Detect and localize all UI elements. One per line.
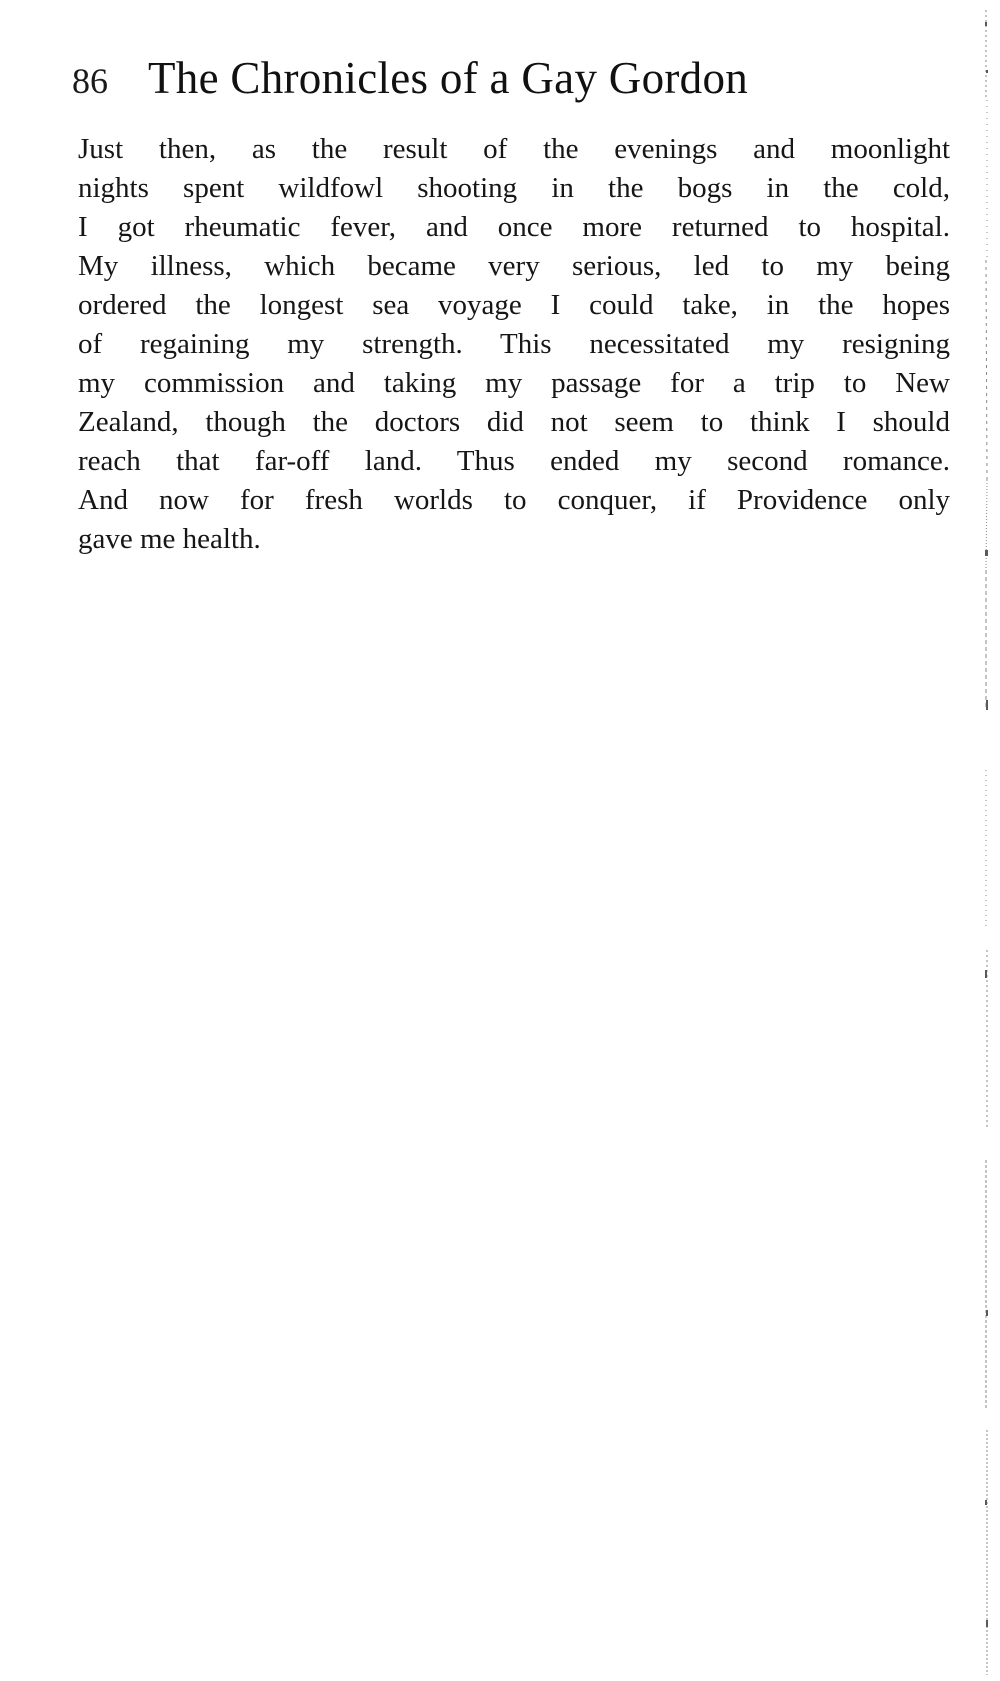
text-line: Just then, as the result of the evenings and moonlight <box>78 133 950 165</box>
page-edge-scan-artifact <box>980 10 994 1675</box>
text-line: gave me health. <box>78 523 261 555</box>
text-line: my commission and taking my passage for a trip to New <box>78 367 950 399</box>
text-line: nights spent wildfowl shooting in the bogs in the cold, <box>78 172 950 204</box>
text-line: Zealand, though the doctors did not seem to think I should <box>78 406 950 438</box>
text-line: reach that far-off land. Thus ended my second romance. <box>78 445 950 477</box>
text-line: of regaining my strength. This necessitated my resigning <box>78 328 950 360</box>
book-title: The Chronicles of a Gay Gordon <box>148 53 749 103</box>
text-line: My illness, which became very serious, led to my being <box>78 250 950 282</box>
page-number: 86 <box>72 61 108 101</box>
text-line: ordered the longest sea voyage I could take, in the hopes <box>78 289 950 321</box>
body-paragraph <box>78 130 950 559</box>
running-head <box>72 52 892 108</box>
text-line: And now for fresh worlds to conquer, if Providence only <box>78 484 950 516</box>
text-line: I got rheumatic fever, and once more returned to hospital. <box>78 211 950 243</box>
